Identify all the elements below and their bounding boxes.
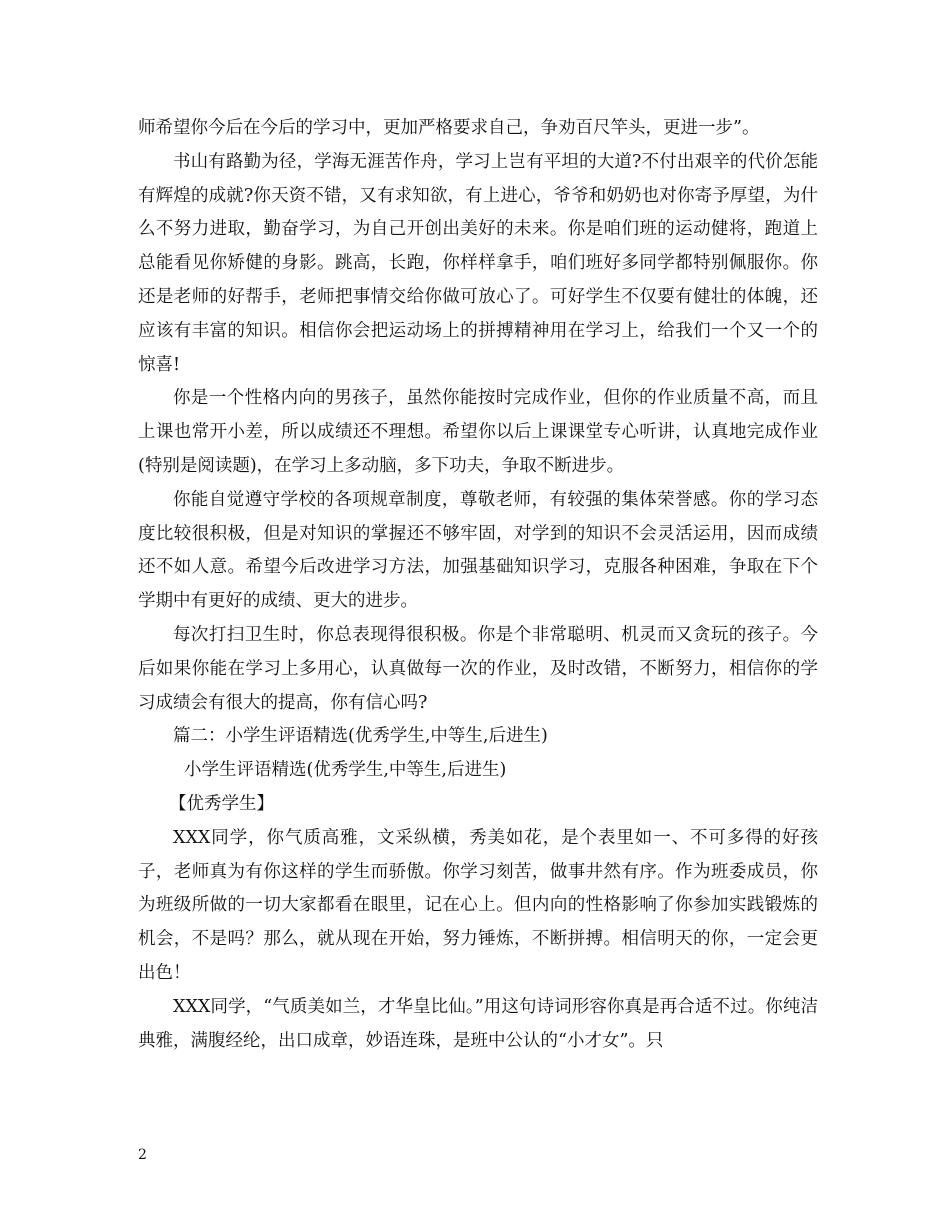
paragraph: 书山有路勤为径，学海无涯苦作舟，学习上岂有平坦的大道?不付出艰辛的代价怎能有辉煌的成就?你天资不错，又有求知欲，有上进心，爷爷和奶奶也对你寄予厚望，为什么不努力进取，勤奋学习，为自己开创出美好的未来。你是咱们班的运动健将，跑道上总能看见你矫健的身影。跳高，长跑，你样样拿手，咱们班好多同学都特别佩服你。你还是老师的好帮手，老师把事情交给你做可放心了。可好学生不仅要有健壮的体魄，还应该有丰富的知识。相信你会把运动场上的拼搏精神用在学习上，给我们一个又一个的惊喜! <box>138 151 818 375</box>
paragraph: 你是一个性格内向的男孩子，虽然你能按时完成作业，但你的作业质量不高，而且上课也常开小差，所以成绩还不理想。希望你以后上课课堂专心听讲，认真地完成作业(特别是阅读题)，在学习上多动脑，多下功夫，争取不断进步。 <box>138 388 818 476</box>
category-heading: 【优秀学生】 <box>169 793 274 814</box>
paragraph-continued: 师希望你今后在今后的学习中，更加严格要求自己，争劝百尺竿头，更进一步”。 <box>138 118 760 138</box>
paragraph: 你能自觉遵守学校的各项规章制度，尊敬老师，有较强的集体荣誉感。你的学习态度比较很积极，但是对知识的掌握还不够牢固，对学到的知识不会灵活运用，因而成绩还不如人意。希望今后改进学习方法，加强基础知识学习，克服各种困难，争取在下个学期中有更好的成绩、更大的进步。 <box>138 489 818 612</box>
paragraph: XXX同学，“气质美如兰，才华皇比仙。”用这句诗词形容你真是再合适不过。你纯洁典雅，满腹经纶，出口成章，妙语连珠，是班中公认的“小才女”。只 <box>138 996 818 1051</box>
page-number: 2 <box>138 1147 147 1163</box>
paragraph: 每次打扫卫生时，你总表现得很积极。你是个非常聪明、机灵而又贪玩的孩子。今后如果你能在学习上多用心，认真做每一次的作业，及时改错，不断努力，相信你的学习成绩会有很大的提高，你有信心吗? <box>138 624 818 713</box>
paragraph: XXX同学，你气质高雅，文采纵横，秀美如花，是个表里如一、不可多得的好孩子，老师真为有你这样的学生而骄傲。你学习刻苦，做事井然有序。作为班委成员，你为班级所做的一切大家都看在眼里，记在心上。但内向的性格影响了你参加实践锻炼的机会，不是吗？那么，就从现在开始，努力锤炼，不断拼搏。相信明天的你，一定会更出色！ <box>138 827 818 983</box>
document-body <box>138 112 818 1058</box>
section-subheading: 小学生评语精选(优秀学生,中等生,后进生) <box>184 760 507 781</box>
section-heading: 篇二：小学生评语精选(优秀学生,中等生,后进生) <box>173 726 548 747</box>
